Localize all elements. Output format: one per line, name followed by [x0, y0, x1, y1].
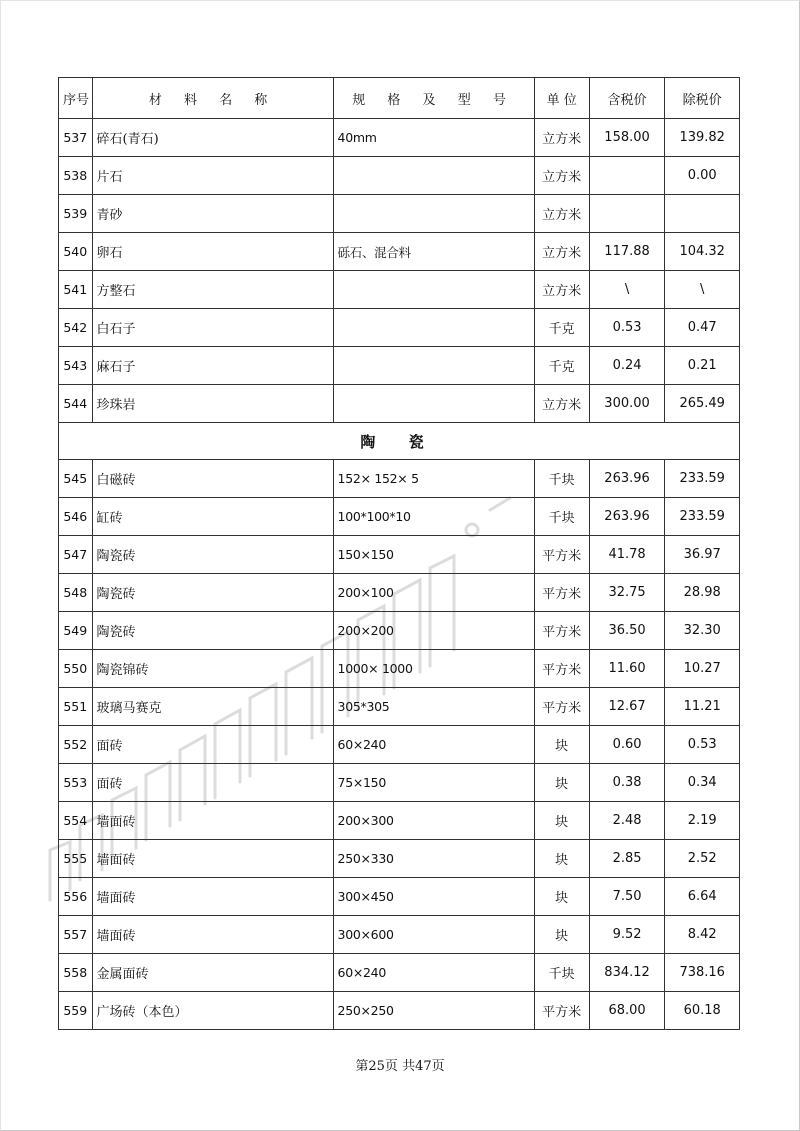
- table-row: [59, 612, 740, 650]
- price-tax-cell: [589, 157, 665, 195]
- price-notax-cell: 139.82: [665, 119, 740, 157]
- table-row: [59, 726, 740, 764]
- unit-cell: 块: [534, 802, 589, 840]
- price-tax-cell: [589, 195, 665, 233]
- unit-cell: 千块: [534, 460, 589, 498]
- price-tax-cell: 2.85: [589, 840, 665, 878]
- price-notax-cell: \: [665, 271, 740, 309]
- table-body-bottom: [59, 460, 740, 1030]
- price-tax-cell: 36.50: [589, 612, 665, 650]
- row-number-cell: 541: [59, 271, 93, 309]
- spec-model-cell: 砾石、混合料: [333, 233, 534, 271]
- price-notax-cell: 0.53: [665, 726, 740, 764]
- price-tax-cell: 11.60: [589, 650, 665, 688]
- spec-model-cell: 300×600: [333, 916, 534, 954]
- spec-model-cell: 200×100: [333, 574, 534, 612]
- unit-cell: 平方米: [534, 574, 589, 612]
- spec-model-cell: [333, 195, 534, 233]
- spec-model-cell: 150×150: [333, 536, 534, 574]
- price-notax-cell: 60.18: [665, 992, 740, 1030]
- price-notax-cell: [665, 195, 740, 233]
- material-name-cell: 缸砖: [92, 498, 333, 536]
- row-number-cell: 556: [59, 878, 93, 916]
- material-name-cell: 陶瓷砖: [92, 574, 333, 612]
- row-number-cell: 548: [59, 574, 93, 612]
- spec-model-cell: [333, 157, 534, 195]
- price-tax-cell: 9.52: [589, 916, 665, 954]
- material-name-cell: 面砖: [92, 764, 333, 802]
- table-row: [59, 157, 740, 195]
- row-number-cell: 549: [59, 612, 93, 650]
- row-number-cell: 557: [59, 916, 93, 954]
- row-number-cell: 551: [59, 688, 93, 726]
- table-row: [59, 536, 740, 574]
- price-tax-cell: 263.96: [589, 460, 665, 498]
- row-number-cell: 543: [59, 347, 93, 385]
- material-name-cell: 墙面砖: [92, 840, 333, 878]
- price-tax-cell: \: [589, 271, 665, 309]
- price-tax-cell: 834.12: [589, 954, 665, 992]
- table-row: [59, 309, 740, 347]
- material-name-cell: 墙面砖: [92, 878, 333, 916]
- unit-cell: 千克: [534, 309, 589, 347]
- price-notax-cell: 2.19: [665, 802, 740, 840]
- material-name-cell: 白磁砖: [92, 460, 333, 498]
- spec-model-cell: 40mm: [333, 119, 534, 157]
- table-row: [59, 119, 740, 157]
- price-tax-cell: 12.67: [589, 688, 665, 726]
- table-row: [59, 764, 740, 802]
- price-notax-cell: 32.30: [665, 612, 740, 650]
- unit-cell: 立方米: [534, 157, 589, 195]
- unit-cell: 千块: [534, 498, 589, 536]
- material-name-cell: 卵石: [92, 233, 333, 271]
- price-tax-cell: 41.78: [589, 536, 665, 574]
- spec-model-cell: 305*305: [333, 688, 534, 726]
- unit-cell: 立方米: [534, 385, 589, 423]
- unit-cell: 立方米: [534, 195, 589, 233]
- material-name-cell: 碎石(青石): [92, 119, 333, 157]
- price-notax-cell: 0.00: [665, 157, 740, 195]
- row-number-cell: 550: [59, 650, 93, 688]
- price-notax-cell: 233.59: [665, 498, 740, 536]
- material-name-cell: 方整石: [92, 271, 333, 309]
- table-row: [59, 802, 740, 840]
- unit-cell: 块: [534, 878, 589, 916]
- price-notax-cell: 11.21: [665, 688, 740, 726]
- material-name-cell: 片石: [92, 157, 333, 195]
- page-footer: 第25页 共47页: [355, 1059, 445, 1074]
- spec-model-cell: 152× 152× 5: [333, 460, 534, 498]
- header-unit: 单 位: [534, 78, 589, 119]
- unit-cell: 立方米: [534, 233, 589, 271]
- row-number-cell: 546: [59, 498, 93, 536]
- section-title: 陶 瓷: [59, 423, 740, 460]
- price-table: [58, 77, 740, 1030]
- row-number-cell: 540: [59, 233, 93, 271]
- table-row: [59, 574, 740, 612]
- material-name-cell: 陶瓷砖: [92, 536, 333, 574]
- material-name-cell: 面砖: [92, 726, 333, 764]
- row-number-cell: 552: [59, 726, 93, 764]
- price-notax-cell: 2.52: [665, 840, 740, 878]
- price-tax-cell: 158.00: [589, 119, 665, 157]
- spec-model-cell: 60×240: [333, 954, 534, 992]
- unit-cell: 块: [534, 840, 589, 878]
- price-notax-cell: 28.98: [665, 574, 740, 612]
- unit-cell: 块: [534, 916, 589, 954]
- table-row: [59, 916, 740, 954]
- unit-cell: 平方米: [534, 536, 589, 574]
- table-header-row: [59, 78, 740, 119]
- price-tax-cell: 263.96: [589, 498, 665, 536]
- material-name-cell: 玻璃马赛克: [92, 688, 333, 726]
- unit-cell: 块: [534, 764, 589, 802]
- price-tax-cell: 7.50: [589, 878, 665, 916]
- unit-cell: 平方米: [534, 688, 589, 726]
- price-notax-cell: 104.32: [665, 233, 740, 271]
- material-name-cell: 青砂: [92, 195, 333, 233]
- spec-model-cell: [333, 271, 534, 309]
- table-body-top: [59, 119, 740, 423]
- price-notax-cell: 0.47: [665, 309, 740, 347]
- header-spec: 规 格 及 型 号: [333, 78, 534, 119]
- table-row: [59, 688, 740, 726]
- unit-cell: 立方米: [534, 271, 589, 309]
- price-notax-cell: 265.49: [665, 385, 740, 423]
- material-name-cell: 金属面砖: [92, 954, 333, 992]
- spec-model-cell: 60×240: [333, 726, 534, 764]
- table-row: [59, 460, 740, 498]
- material-name-cell: 陶瓷锦砖: [92, 650, 333, 688]
- row-number-cell: 547: [59, 536, 93, 574]
- section-row: [59, 423, 740, 460]
- price-tax-cell: 68.00: [589, 992, 665, 1030]
- material-name-cell: 墙面砖: [92, 916, 333, 954]
- unit-cell: 块: [534, 726, 589, 764]
- price-tax-cell: 117.88: [589, 233, 665, 271]
- row-number-cell: 545: [59, 460, 93, 498]
- row-number-cell: 537: [59, 119, 93, 157]
- spec-model-cell: [333, 385, 534, 423]
- unit-cell: 平方米: [534, 992, 589, 1030]
- unit-cell: 立方米: [534, 119, 589, 157]
- price-notax-cell: 0.34: [665, 764, 740, 802]
- price-tax-cell: 0.38: [589, 764, 665, 802]
- spec-model-cell: 300×450: [333, 878, 534, 916]
- table-row: [59, 840, 740, 878]
- price-notax-cell: 8.42: [665, 916, 740, 954]
- table-row: [59, 195, 740, 233]
- price-notax-cell: 738.16: [665, 954, 740, 992]
- material-name-cell: 白石子: [92, 309, 333, 347]
- spec-model-cell: 100*100*10: [333, 498, 534, 536]
- table-row: [59, 498, 740, 536]
- header-name: 材 料 名 称: [92, 78, 333, 119]
- table-row: [59, 992, 740, 1030]
- price-notax-cell: 233.59: [665, 460, 740, 498]
- price-tax-cell: 32.75: [589, 574, 665, 612]
- price-tax-cell: 300.00: [589, 385, 665, 423]
- price-notax-cell: 0.21: [665, 347, 740, 385]
- table-row: [59, 385, 740, 423]
- material-name-cell: 广场砖（本色）: [92, 992, 333, 1030]
- spec-model-cell: 250×250: [333, 992, 534, 1030]
- row-number-cell: 554: [59, 802, 93, 840]
- row-number-cell: 558: [59, 954, 93, 992]
- header-price-notax: 除税价: [665, 78, 740, 119]
- row-number-cell: 559: [59, 992, 93, 1030]
- row-number-cell: 555: [59, 840, 93, 878]
- price-notax-cell: 10.27: [665, 650, 740, 688]
- table-row: [59, 650, 740, 688]
- price-tax-cell: 0.60: [589, 726, 665, 764]
- table-row: [59, 954, 740, 992]
- unit-cell: 千块: [534, 954, 589, 992]
- material-name-cell: 墙面砖: [92, 802, 333, 840]
- row-number-cell: 553: [59, 764, 93, 802]
- table-row: [59, 878, 740, 916]
- unit-cell: 平方米: [534, 612, 589, 650]
- spec-model-cell: 250×330: [333, 840, 534, 878]
- spec-model-cell: 75×150: [333, 764, 534, 802]
- spec-model-cell: [333, 347, 534, 385]
- price-notax-cell: 36.97: [665, 536, 740, 574]
- spec-model-cell: 1000× 1000: [333, 650, 534, 688]
- price-notax-cell: 6.64: [665, 878, 740, 916]
- spec-model-cell: 200×300: [333, 802, 534, 840]
- spec-model-cell: 200×200: [333, 612, 534, 650]
- table-row: [59, 347, 740, 385]
- table-row: [59, 233, 740, 271]
- price-tax-cell: 2.48: [589, 802, 665, 840]
- row-number-cell: 538: [59, 157, 93, 195]
- material-name-cell: 珍珠岩: [92, 385, 333, 423]
- header-price-tax: 含税价: [589, 78, 665, 119]
- spec-model-cell: [333, 309, 534, 347]
- section-header: [59, 423, 740, 460]
- unit-cell: 千克: [534, 347, 589, 385]
- material-name-cell: 陶瓷砖: [92, 612, 333, 650]
- price-tax-cell: 0.53: [589, 309, 665, 347]
- price-tax-cell: 0.24: [589, 347, 665, 385]
- material-name-cell: 麻石子: [92, 347, 333, 385]
- table-row: [59, 271, 740, 309]
- unit-cell: 平方米: [534, 650, 589, 688]
- row-number-cell: 544: [59, 385, 93, 423]
- row-number-cell: 542: [59, 309, 93, 347]
- header-no: 序号: [59, 78, 93, 119]
- row-number-cell: 539: [59, 195, 93, 233]
